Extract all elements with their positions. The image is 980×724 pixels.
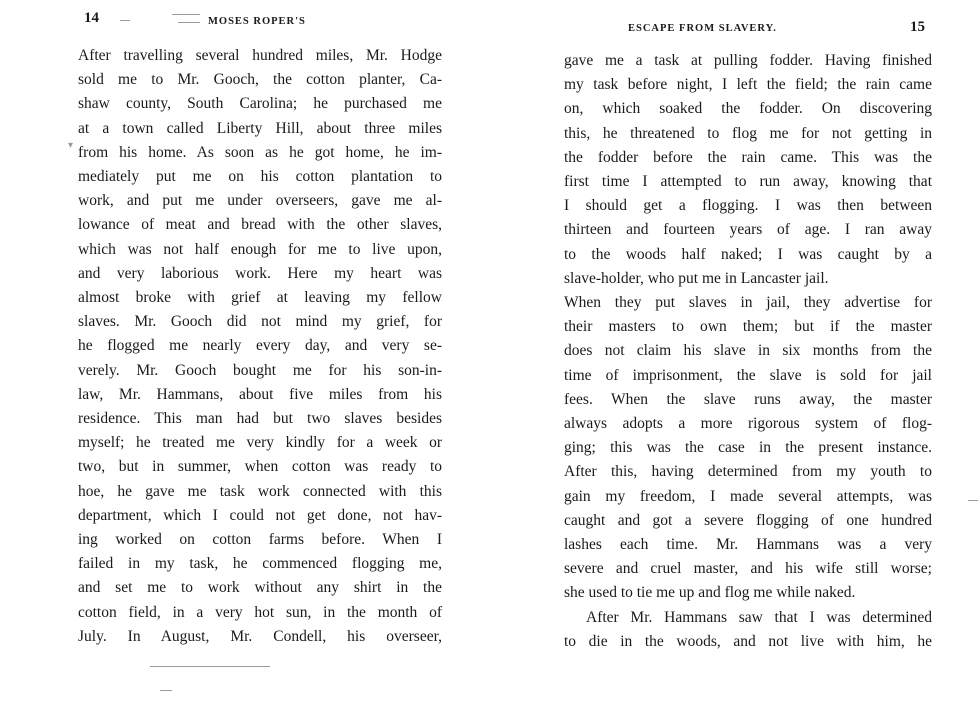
text-line: time of imprisonment, the slave is sold for jail bbox=[564, 366, 932, 384]
pencil-mark bbox=[120, 20, 130, 21]
text-line: always adopts a more rigorous system of flog- bbox=[564, 415, 932, 433]
text-line: lashes each time. Mr. Hammans was a very bbox=[564, 536, 932, 554]
text-line: to die in the woods, and not live with him, he bbox=[564, 632, 932, 650]
text-line: After Mr. Hammans saw that I was determined bbox=[586, 608, 932, 626]
left-page-number: 14 bbox=[84, 10, 99, 26]
text-line: fees. When the slave runs away, the master bbox=[564, 390, 932, 408]
text-line: to the woods half naked; I was caught by a bbox=[564, 245, 932, 263]
margin-mark: ▾ bbox=[68, 140, 74, 151]
text-line: two, but in summer, when cotton was ready to bbox=[78, 458, 442, 476]
text-line: first time I attempted to run away, knowing that bbox=[564, 173, 932, 191]
pencil-mark bbox=[172, 14, 200, 15]
text-line: After travelling several hundred miles, Mr. Hodge bbox=[78, 47, 442, 64]
text-line: cotton field, in a very hot sun, in the month of bbox=[78, 603, 442, 621]
text-line: on, which soaked the fodder. On discovering bbox=[564, 100, 932, 118]
text-line: failed in my task, he commenced flogging me, bbox=[78, 555, 442, 573]
text-line: almost broke with grief at leaving my fellow bbox=[78, 289, 442, 307]
text-line: caught and got a severe flogging of one hundred bbox=[564, 511, 932, 529]
text-line: and very laborious work. Here my heart was bbox=[78, 264, 442, 282]
left-running-head: MOSES ROPER'S bbox=[208, 16, 306, 27]
text-line: When they put slaves in jail, they advertise for bbox=[564, 294, 932, 312]
pencil-mark bbox=[160, 690, 172, 691]
pencil-mark bbox=[968, 500, 978, 501]
text-line: sold me to Mr. Gooch, the cotton planter, Ca- bbox=[78, 71, 442, 89]
text-line: severe and cruel master, and his wife still worse; bbox=[564, 560, 932, 578]
text-line: residence. This man had but two slaves besides bbox=[78, 410, 442, 428]
text-line: gave me a task at pulling fodder. Having finished bbox=[564, 52, 932, 69]
text-line: work, and put me under overseers, gave me al- bbox=[78, 192, 442, 210]
text-line: July. In August, Mr. Condell, his overseer, bbox=[78, 627, 442, 645]
text-line: I should get a flogging. I was then between bbox=[564, 197, 932, 215]
text-line: she used to tie me up and flog me while naked. bbox=[564, 584, 856, 602]
right-running-head: ESCAPE FROM SLAVERY. bbox=[628, 23, 777, 34]
text-line: at a town called Liberty Hill, about three miles bbox=[78, 119, 442, 137]
text-line: mediately put me on his cotton plantation to bbox=[78, 168, 442, 186]
text-line: slave-holder, who put me in Lancaster jail. bbox=[564, 269, 829, 287]
text-line: this, he threatened to flog me for not getting in bbox=[564, 124, 932, 142]
text-line: my task before night, I left the field; the rain came bbox=[564, 76, 932, 94]
text-line: gain my freedom, I made several attempts, was bbox=[564, 487, 932, 505]
text-line: lowance of meat and bread with the other slaves, bbox=[78, 216, 442, 234]
pencil-mark bbox=[178, 22, 200, 23]
text-line: and set me to work without any shirt in the bbox=[78, 579, 442, 597]
text-line: myself; he treated me very kindly for a week or bbox=[78, 434, 442, 452]
text-line: he flogged me nearly every day, and very se- bbox=[78, 337, 442, 355]
text-line: hoe, he gave me task work connected with this bbox=[78, 482, 442, 500]
text-line: law, Mr. Hammans, about five miles from his bbox=[78, 385, 442, 403]
right-page-text bbox=[564, 49, 932, 654]
text-line: the fodder before the rain came. This was the bbox=[564, 148, 932, 166]
right-page bbox=[490, 0, 980, 724]
text-line: After this, having determined from my youth to bbox=[564, 463, 932, 481]
text-line: ging; this was the case in the present instance. bbox=[564, 439, 932, 457]
text-line: from his home. As soon as he got home, he im- bbox=[78, 143, 442, 161]
pencil-mark bbox=[150, 666, 270, 667]
text-line: verely. Mr. Gooch bought me for his son-in- bbox=[78, 361, 442, 379]
text-line: their masters to own them; but if the master bbox=[564, 318, 932, 336]
text-line: does not claim his slave in six months from the bbox=[564, 342, 932, 360]
text-line: department, which I could not get done, not hav- bbox=[78, 506, 442, 524]
text-line: which was not half enough for me to live upon, bbox=[78, 240, 442, 258]
left-page-text bbox=[78, 44, 442, 649]
right-page-number: 15 bbox=[910, 19, 925, 35]
text-line: thirteen and fourteen years of age. I ran away bbox=[564, 221, 932, 239]
text-line: slaves. Mr. Gooch did not mind my grief, for bbox=[78, 313, 442, 331]
text-line: ing worked on cotton farms before. When I bbox=[78, 531, 442, 549]
text-line: shaw county, South Carolina; he purchased me bbox=[78, 95, 442, 113]
